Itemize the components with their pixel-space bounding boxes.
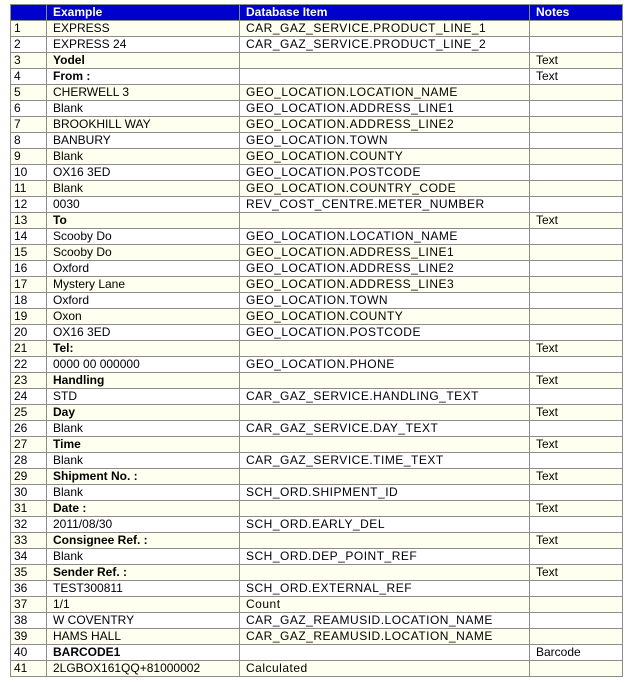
table-row [11, 437, 623, 453]
example-cell: Sender Ref. : [47, 565, 240, 581]
row-number-cell: 39 [11, 629, 47, 645]
table-row [11, 389, 623, 405]
example-cell: Blank [47, 453, 240, 469]
row-number-cell: 4 [11, 69, 47, 85]
notes-cell [530, 229, 623, 245]
notes-cell: Text [530, 437, 623, 453]
notes-cell [530, 453, 623, 469]
table-row [11, 85, 623, 101]
database-item-cell: GEO_LOCATION.ADDRESS_LINE2 [240, 261, 530, 277]
row-number-cell: 27 [11, 437, 47, 453]
row-number-cell: 24 [11, 389, 47, 405]
row-number-cell: 37 [11, 597, 47, 613]
example-cell: STD [47, 389, 240, 405]
header-database-item: Database Item [240, 5, 530, 21]
example-cell: 2LGBOX161QQ+81000002 [47, 661, 240, 677]
row-number-cell: 35 [11, 565, 47, 581]
table-row [11, 373, 623, 389]
table-row [11, 117, 623, 133]
database-item-cell: GEO_LOCATION.LOCATION_NAME [240, 85, 530, 101]
database-item-cell: GEO_LOCATION.POSTCODE [240, 325, 530, 341]
mapping-table [10, 4, 623, 677]
database-item-cell: CAR_GAZ_SERVICE.TIME_TEXT [240, 453, 530, 469]
table-row [11, 197, 623, 213]
table-row [11, 629, 623, 645]
row-number-cell: 18 [11, 293, 47, 309]
row-number-cell: 30 [11, 485, 47, 501]
notes-cell [530, 165, 623, 181]
row-number-cell: 28 [11, 453, 47, 469]
row-number-cell: 12 [11, 197, 47, 213]
notes-cell: Text [530, 469, 623, 485]
notes-cell [530, 661, 623, 677]
row-number-cell: 22 [11, 357, 47, 373]
table-row [11, 485, 623, 501]
table-row [11, 565, 623, 581]
row-number-cell: 17 [11, 277, 47, 293]
row-number-cell: 21 [11, 341, 47, 357]
row-number-cell: 20 [11, 325, 47, 341]
example-cell: 1/1 [47, 597, 240, 613]
notes-cell [530, 517, 623, 533]
notes-cell [530, 293, 623, 309]
table-row [11, 165, 623, 181]
notes-cell [530, 581, 623, 597]
database-item-cell: GEO_LOCATION.ADDRESS_LINE3 [240, 277, 530, 293]
example-cell: W COVENTRY [47, 613, 240, 629]
row-number-cell: 26 [11, 421, 47, 437]
table-row [11, 133, 623, 149]
example-cell: Yodel [47, 53, 240, 69]
example-cell: Oxford [47, 261, 240, 277]
example-cell: HAMS HALL [47, 629, 240, 645]
table-row [11, 405, 623, 421]
table-row [11, 101, 623, 117]
example-cell: CHERWELL 3 [47, 85, 240, 101]
notes-cell: Text [530, 341, 623, 357]
example-cell: Mystery Lane [47, 277, 240, 293]
database-item-cell [240, 405, 530, 421]
notes-cell [530, 37, 623, 53]
table-row [11, 293, 623, 309]
row-number-cell: 2 [11, 37, 47, 53]
database-item-cell [240, 533, 530, 549]
notes-cell [530, 133, 623, 149]
example-cell: BARCODE1 [47, 645, 240, 661]
table-row [11, 357, 623, 373]
database-item-cell: GEO_LOCATION.POSTCODE [240, 165, 530, 181]
header-example: Example [47, 5, 240, 21]
example-cell: OX16 3ED [47, 165, 240, 181]
row-number-cell: 9 [11, 149, 47, 165]
database-item-cell: GEO_LOCATION.ADDRESS_LINE1 [240, 245, 530, 261]
row-number-cell: 3 [11, 53, 47, 69]
database-item-cell: REV_COST_CENTRE.METER_NUMBER [240, 197, 530, 213]
database-item-cell [240, 437, 530, 453]
example-cell: Blank [47, 101, 240, 117]
example-cell: Consignee Ref. : [47, 533, 240, 549]
table-row [11, 597, 623, 613]
row-number-cell: 29 [11, 469, 47, 485]
example-cell: Blank [47, 485, 240, 501]
database-item-cell: GEO_LOCATION.LOCATION_NAME [240, 229, 530, 245]
example-cell: Oxon [47, 309, 240, 325]
database-item-cell [240, 69, 530, 85]
notes-cell [530, 21, 623, 37]
database-item-cell: CAR_GAZ_REAMUSID.LOCATION_NAME [240, 613, 530, 629]
row-number-cell: 8 [11, 133, 47, 149]
notes-cell: Text [530, 533, 623, 549]
table-row [11, 261, 623, 277]
notes-cell [530, 389, 623, 405]
database-item-cell: CAR_GAZ_SERVICE.PRODUCT_LINE_1 [240, 21, 530, 37]
table-row [11, 149, 623, 165]
example-cell: To [47, 213, 240, 229]
database-item-cell [240, 501, 530, 517]
notes-cell [530, 629, 623, 645]
table-row [11, 53, 623, 69]
notes-cell [530, 549, 623, 565]
table-row [11, 277, 623, 293]
notes-cell [530, 485, 623, 501]
database-item-cell: GEO_LOCATION.COUNTY [240, 309, 530, 325]
notes-cell [530, 277, 623, 293]
notes-cell: Text [530, 565, 623, 581]
example-cell: EXPRESS [47, 21, 240, 37]
database-item-cell: GEO_LOCATION.ADDRESS_LINE1 [240, 101, 530, 117]
header-num [11, 5, 47, 21]
example-cell: Tel: [47, 341, 240, 357]
notes-cell [530, 357, 623, 373]
example-cell: Handling [47, 373, 240, 389]
notes-cell [530, 261, 623, 277]
row-number-cell: 19 [11, 309, 47, 325]
database-item-cell: CAR_GAZ_SERVICE.PRODUCT_LINE_2 [240, 37, 530, 53]
example-cell: Shipment No. : [47, 469, 240, 485]
table-row [11, 229, 623, 245]
row-number-cell: 6 [11, 101, 47, 117]
notes-cell: Barcode [530, 645, 623, 661]
table-row [11, 21, 623, 37]
notes-cell: Text [530, 213, 623, 229]
table-row [11, 309, 623, 325]
example-cell: Blank [47, 421, 240, 437]
database-item-cell [240, 213, 530, 229]
example-cell: 0000 00 000000 [47, 357, 240, 373]
database-item-cell [240, 373, 530, 389]
database-item-cell: GEO_LOCATION.TOWN [240, 293, 530, 309]
database-item-cell: SCH_ORD.SHIPMENT_ID [240, 485, 530, 501]
table-row [11, 549, 623, 565]
row-number-cell: 40 [11, 645, 47, 661]
notes-cell: Text [530, 69, 623, 85]
notes-cell [530, 181, 623, 197]
database-item-cell: SCH_ORD.EARLY_DEL [240, 517, 530, 533]
example-cell: Date : [47, 501, 240, 517]
header-row [11, 5, 623, 21]
table-row [11, 69, 623, 85]
database-item-cell: SCH_ORD.EXTERNAL_REF [240, 581, 530, 597]
header-notes: Notes [530, 5, 623, 21]
example-cell: Time [47, 437, 240, 453]
row-number-cell: 13 [11, 213, 47, 229]
notes-cell [530, 325, 623, 341]
row-number-cell: 15 [11, 245, 47, 261]
database-item-cell: SCH_ORD.DEP_POINT_REF [240, 549, 530, 565]
database-item-cell: GEO_LOCATION.TOWN [240, 133, 530, 149]
notes-cell [530, 421, 623, 437]
table-row [11, 501, 623, 517]
table-row [11, 421, 623, 437]
notes-cell [530, 597, 623, 613]
row-number-cell: 7 [11, 117, 47, 133]
example-cell: From : [47, 69, 240, 85]
table-row [11, 613, 623, 629]
example-cell: Oxford [47, 293, 240, 309]
table-row [11, 341, 623, 357]
example-cell: Scooby Do [47, 229, 240, 245]
database-item-cell: Calculated [240, 661, 530, 677]
row-number-cell: 5 [11, 85, 47, 101]
notes-cell: Text [530, 53, 623, 69]
table-row [11, 661, 623, 677]
database-item-cell [240, 645, 530, 661]
example-cell: Blank [47, 181, 240, 197]
example-cell: 2011/08/30 [47, 517, 240, 533]
database-item-cell: CAR_GAZ_SERVICE.HANDLING_TEXT [240, 389, 530, 405]
mapping-table-container [10, 4, 622, 677]
database-item-cell [240, 341, 530, 357]
table-row [11, 533, 623, 549]
notes-cell [530, 149, 623, 165]
row-number-cell: 16 [11, 261, 47, 277]
database-item-cell: CAR_GAZ_SERVICE.DAY_TEXT [240, 421, 530, 437]
table-row [11, 213, 623, 229]
row-number-cell: 33 [11, 533, 47, 549]
row-number-cell: 36 [11, 581, 47, 597]
row-number-cell: 10 [11, 165, 47, 181]
database-item-cell: CAR_GAZ_REAMUSID.LOCATION_NAME [240, 629, 530, 645]
example-cell: EXPRESS 24 [47, 37, 240, 53]
database-item-cell [240, 469, 530, 485]
example-cell: OX16 3ED [47, 325, 240, 341]
row-number-cell: 23 [11, 373, 47, 389]
table-row [11, 181, 623, 197]
notes-cell [530, 85, 623, 101]
table-row [11, 453, 623, 469]
table-body [11, 21, 623, 677]
example-cell: Blank [47, 149, 240, 165]
database-item-cell [240, 565, 530, 581]
row-number-cell: 25 [11, 405, 47, 421]
notes-cell [530, 197, 623, 213]
row-number-cell: 34 [11, 549, 47, 565]
notes-cell [530, 245, 623, 261]
notes-cell: Text [530, 373, 623, 389]
notes-cell: Text [530, 501, 623, 517]
row-number-cell: 14 [11, 229, 47, 245]
example-cell: 0030 [47, 197, 240, 213]
table-row [11, 469, 623, 485]
example-cell: BANBURY [47, 133, 240, 149]
database-item-cell: GEO_LOCATION.ADDRESS_LINE2 [240, 117, 530, 133]
database-item-cell [240, 53, 530, 69]
row-number-cell: 1 [11, 21, 47, 37]
database-item-cell: GEO_LOCATION.COUNTY [240, 149, 530, 165]
row-number-cell: 11 [11, 181, 47, 197]
database-item-cell: GEO_LOCATION.PHONE [240, 357, 530, 373]
table-row [11, 245, 623, 261]
row-number-cell: 41 [11, 661, 47, 677]
table-row [11, 517, 623, 533]
example-cell: Day [47, 405, 240, 421]
notes-cell: Text [530, 405, 623, 421]
table-row [11, 37, 623, 53]
example-cell: TEST300811 [47, 581, 240, 597]
database-item-cell: Count [240, 597, 530, 613]
database-item-cell: GEO_LOCATION.COUNTRY_CODE [240, 181, 530, 197]
notes-cell [530, 101, 623, 117]
table-row [11, 325, 623, 341]
example-cell: Blank [47, 549, 240, 565]
notes-cell [530, 309, 623, 325]
table-header [11, 5, 623, 21]
notes-cell [530, 117, 623, 133]
example-cell: Scooby Do [47, 245, 240, 261]
table-row [11, 645, 623, 661]
row-number-cell: 32 [11, 517, 47, 533]
example-cell: BROOKHILL WAY [47, 117, 240, 133]
row-number-cell: 38 [11, 613, 47, 629]
table-row [11, 581, 623, 597]
row-number-cell: 31 [11, 501, 47, 517]
notes-cell [530, 613, 623, 629]
